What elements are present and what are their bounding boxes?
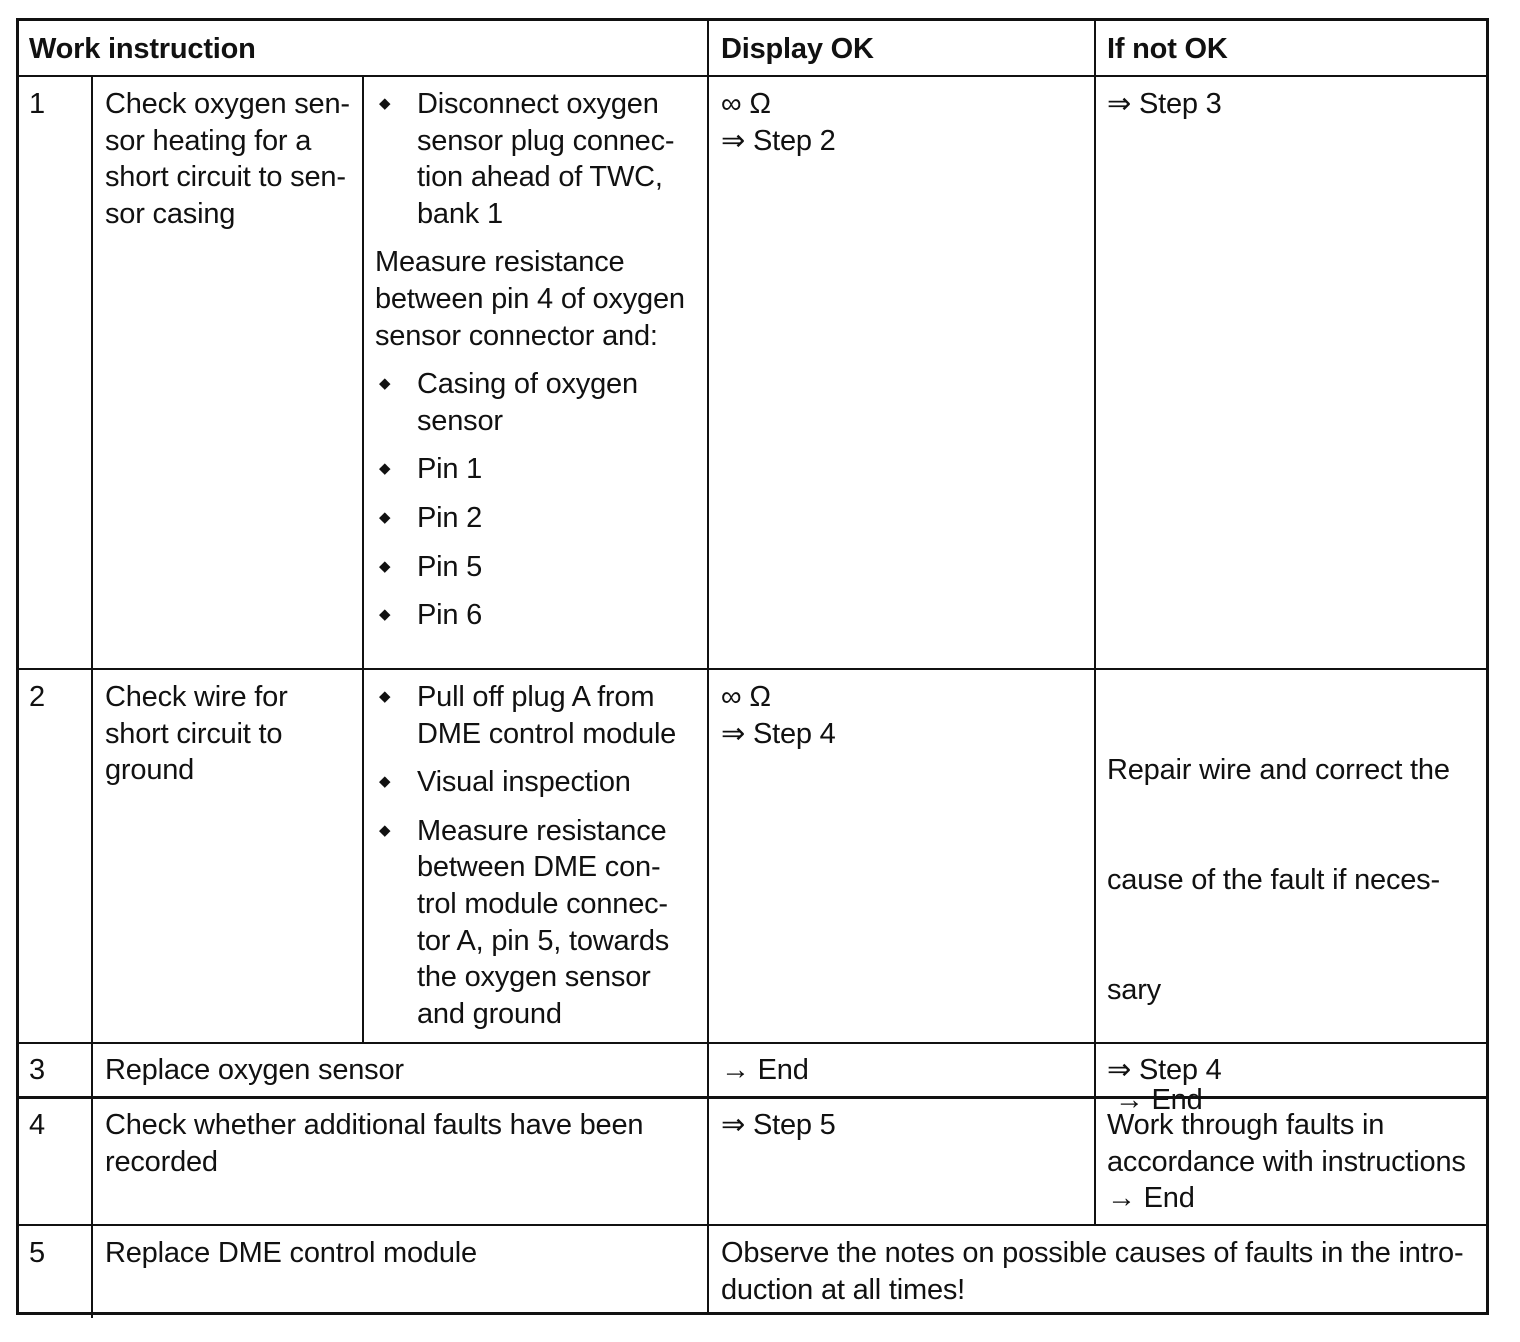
header-if-not-ok: If not OK [1107, 33, 1228, 65]
bullet-item: ◆ Pin 1 [375, 451, 705, 488]
row-4-if-not-ok [1107, 1107, 1466, 1217]
row-2-number: 2 [29, 681, 45, 713]
measure-text: Measure resistance between pin 4 of oxygen sensor connector and: [375, 246, 685, 352]
row-2-display-ok [721, 679, 836, 752]
row-5-note: Observe the notes on possible causes of faults in the intro- duction at all times! [721, 1237, 1464, 1306]
not-ok-next-step: ⇒ Step 3 [1107, 88, 1222, 120]
row-3-number: 3 [29, 1054, 45, 1086]
row-1-steps [375, 86, 705, 634]
bullet-item: ◆ Pin 6 [375, 597, 705, 634]
row-2-steps [375, 679, 705, 1032]
row-1-number: 1 [29, 88, 45, 120]
divider [19, 1224, 1489, 1226]
not-ok-next-step: → End [1107, 1083, 1203, 1116]
not-ok-text: Work through faults in [1107, 1109, 1385, 1141]
row-4-number: 4 [29, 1109, 45, 1141]
bullet-item: ◆ Pin 2 [375, 500, 705, 537]
row-1-if-not-ok [1107, 86, 1222, 123]
row-3-task: Replace oxygen sensor [105, 1054, 404, 1086]
divider [1094, 21, 1096, 1225]
not-ok-text: sary [1107, 973, 1161, 1006]
row-2-task: Check wire for short circuit to ground [105, 681, 288, 787]
row-4-task: Check whether additional faults have been recorded [105, 1109, 644, 1178]
not-ok-text: cause of the fault if neces- [1107, 863, 1440, 896]
bullet-item: ◆ Pull off plug A from DME control module [375, 679, 705, 752]
divider [19, 75, 1489, 77]
not-ok-text: accordance with instructions [1107, 1145, 1466, 1178]
not-ok-text: Repair wire and correct the [1107, 754, 1450, 787]
row-1-display-ok [721, 86, 836, 159]
row-5-number: 5 [29, 1237, 45, 1269]
divider [91, 76, 93, 1318]
bullet-item: ◆ Casing of oxygen sensor [375, 366, 705, 439]
row-4-display-ok: ⇒ Step 5 [721, 1109, 836, 1141]
not-ok-next-step: → End [1107, 1182, 1195, 1215]
row-1-task: Check oxygen sen- sor heating for a short circuit to sen- sor casing [105, 88, 350, 230]
ok-next-step: ⇒ Step 2 [721, 124, 836, 157]
header-display-ok: Display OK [721, 33, 874, 65]
ok-value: ∞ Ω [721, 681, 771, 713]
divider [19, 668, 1489, 670]
bullet-item: ◆ Measure resistance between DME con- trol module connec- tor A, pin 5, towards the oxygen sensor and ground [375, 813, 705, 1033]
row-3-if-not-ok: ⇒ Step 4 [1107, 1054, 1222, 1086]
ok-next-step: ⇒ Step 4 [721, 717, 836, 750]
bullet-item: ◆ Visual inspection [375, 764, 705, 801]
work-instruction-table [16, 18, 1489, 1315]
row-5-task: Replace DME control module [105, 1237, 477, 1269]
ok-value: ∞ Ω [721, 88, 771, 120]
bullet-item: ◆ Disconnect oxygen sensor plug connec- tion ahead of TWC, bank 1 [375, 86, 705, 232]
header-work-instruction: Work instruction [29, 33, 256, 65]
row-3-display-ok: → End [721, 1054, 809, 1086]
bullet-item: ◆ Pin 5 [375, 549, 705, 586]
divider [362, 76, 364, 1044]
